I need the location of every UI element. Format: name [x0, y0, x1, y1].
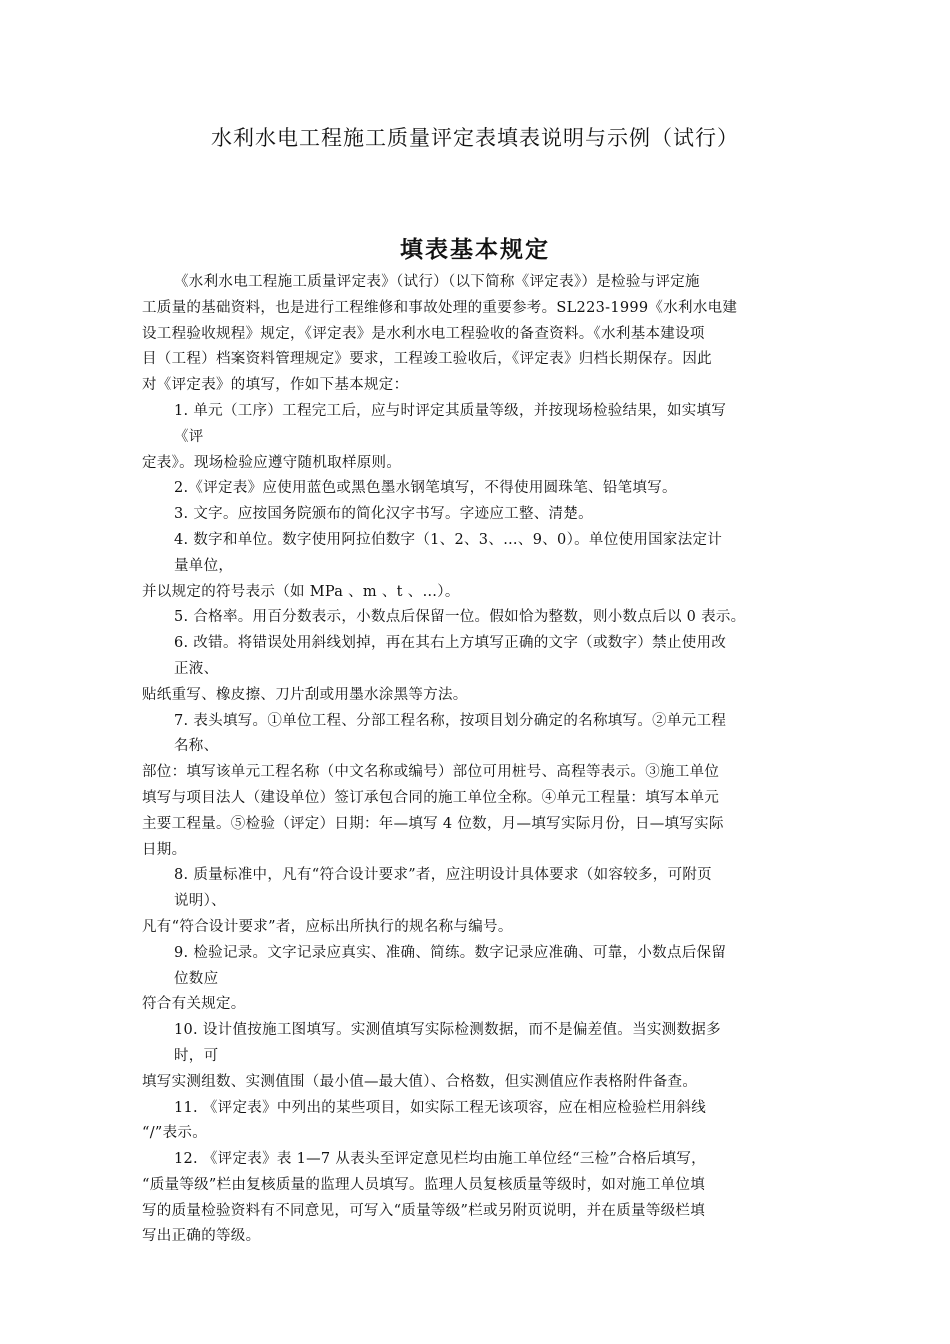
rule-11-cont: “/”表示。 — [142, 1125, 208, 1142]
rule-6-wrap: 正液、 — [174, 660, 219, 677]
document-title: 水利水电工程施工质量评定表填表说明与示例（试行） — [211, 126, 739, 150]
rule-9-wrap: 位数应 — [174, 970, 219, 987]
rule-12-line: 12. 《评定表》表 1—7 从表头至评定意见栏均由施工单位经“三检”合格后填写， — [174, 1151, 706, 1168]
rule-4-wrap: 量单位， — [174, 557, 234, 574]
rule-5-line: 5. 合格率。用百分数表示，小数点后保留一位。假如恰为整数，则小数点后以 0 表示。 — [174, 609, 746, 626]
rule-7-cont: 填写与项目法人（建设单位）签订承包合同的施工单位全称。④单元工程量：填写本单元 — [142, 789, 720, 806]
rule-1-wrap: 《评 — [174, 428, 204, 445]
paragraph-line: 目（工程）档案资料管理规定》要求，工程竣工验收后，《评定表》归档长期保存。因此 — [142, 351, 712, 368]
paragraph-line: 《水利水电工程施工质量评定表》（试行）（以下简称《评定表》）是检验与评定施 — [174, 274, 700, 290]
rule-9-line: 9. 检验记录。文字记录应真实、准确、简练。数字记录应准确、可靠，小数点后保留 — [174, 944, 727, 961]
rule-7-cont: 日期。 — [142, 841, 187, 858]
rule-10-wrap: 时，可 — [174, 1047, 219, 1064]
rule-7-cont: 主要工程量。⑤检验（评定）日期：年—填写 4 位数，月—填写实际月份，日—填写实际 — [142, 815, 724, 832]
rule-7-cont: 部位：填写该单元工程名称（中文名称或编号）部位可用桩号、高程等表示。③施工单位 — [142, 764, 720, 781]
paragraph-line: 设工程验收规程》规定，《评定表》是水利水电工程验收的备查资料。《水利基本建设项 — [142, 325, 705, 342]
rule-12-cont: “质量等级”栏由复核质量的监理人员填写。监理人员复核质量等级时，如对施工单位填 — [142, 1176, 706, 1193]
rule-12-cont: 写出正确的等级。 — [142, 1228, 261, 1245]
rule-4-cont: 并以规定的符号表示（如 MPa 、m 、t 、…）。 — [142, 583, 460, 600]
rule-8-cont: 凡有“符合设计要求”者，应标出所执行的规名称与编号。 — [142, 918, 513, 935]
paragraph-line: 对《评定表》的填写，作如下基本规定： — [142, 377, 409, 394]
rule-8-wrap: 说明）、 — [174, 893, 226, 910]
rule-6-line: 6. 改错。将错误处用斜线划掉，再在其右上方填写正确的文字（或数字）禁止使用改 — [174, 635, 727, 652]
rule-6-cont: 贴纸重写、橡皮擦、刀片刮或用墨水涂黑等方法。 — [142, 686, 468, 703]
rule-4-line: 4. 数字和单位。数字使用阿拉伯数字（1、2、3、…、9、0）。单位使用国家法定计 — [174, 531, 723, 548]
rule-1-cont: 定表》。现场检验应遵守随机取样原则。 — [142, 454, 402, 471]
rule-11-line: 11. 《评定表》中列出的某些项目，如实际工程无该项容，应在相应检验栏用斜线 — [174, 1099, 707, 1116]
rule-7-line: 7. 表头填写。①单位工程、分部工程名称，按项目划分确定的名称填写。②单元工程 — [174, 712, 727, 729]
section-title: 填表基本规定 — [400, 236, 550, 263]
paragraph-line: 工质量的基础资料，也是进行工程维修和事故处理的重要参考。SL223-1999《水利水电建 — [142, 299, 738, 316]
rule-7-wrap: 名称、 — [174, 738, 219, 755]
rule-3-line: 3. 文字。应按国务院颁布的简化汉字书写。字迹应工整、清楚。 — [174, 506, 593, 523]
rule-10-cont: 填写实测组数、实测值围（最小值—最大值）、合格数，但实测值应作表格附件备查。 — [142, 1073, 698, 1090]
rule-8-line: 8. 质量标准中，凡有“符合设计要求”者，应注明设计具体要求（如容较多，可附页 — [174, 867, 712, 884]
rule-12-cont: 写的质量检验资料有不同意见，可写入“质量等级”栏或另附页说明，并在质量等级栏填 — [142, 1202, 706, 1219]
document-body — [142, 270, 812, 1250]
rule-2-line: 2.《评定表》应使用蓝色或黑色墨水钢笔填写，不得使用圆珠笔、铅笔填写。 — [174, 480, 677, 497]
rule-1-line: 1. 单元（工序）工程完工后，应与时评定其质量等级，并按现场检验结果，如实填写 — [174, 402, 727, 419]
rule-10-line: 10. 设计值按施工图填写。实测值填写实际检测数据，而不是偏差值。当实测数据多 — [174, 1022, 721, 1039]
rule-9-cont: 符合有关规定。 — [142, 996, 246, 1013]
